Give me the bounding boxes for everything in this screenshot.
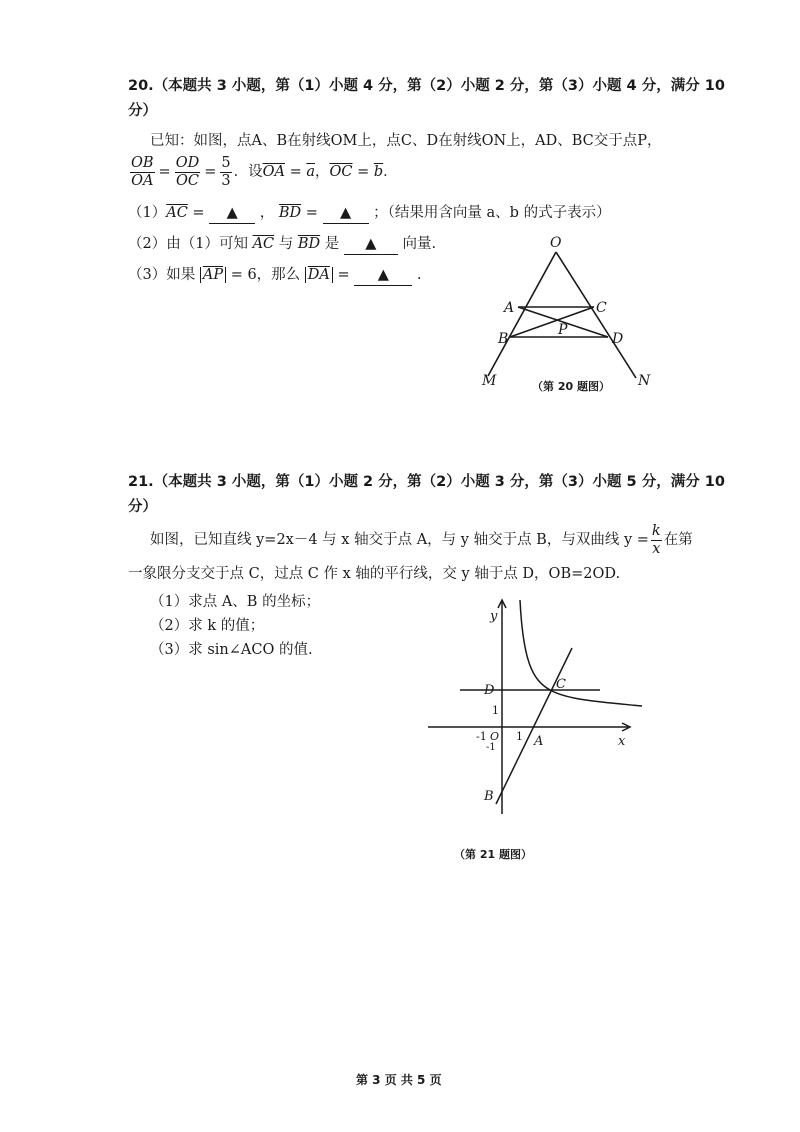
label-minus-one-x: -1 (476, 730, 487, 743)
label-c: C (596, 300, 607, 316)
label-one-x: 1 (516, 730, 523, 743)
vector-oc: $\overline{OC}$ (329, 164, 353, 180)
q21-part2: （2）求 k 的值； (150, 618, 265, 634)
ray-om (488, 252, 556, 376)
q20-part2: （2）由（1）可知 $\overline{AC}$ 与 $\overline{BD}$ 是 ▲ 向量. (128, 234, 436, 255)
label-m: M (482, 373, 497, 389)
q20-header-line2: 分） (128, 103, 157, 119)
label-n: N (638, 373, 651, 389)
q21-intro-line2: 一象限分支交于点 C，过点 C 作 x 轴的平行线，交 y 轴于点 D，OB=2OD. (128, 566, 621, 582)
vector-b: $\overline{b}$ (373, 164, 384, 180)
label-b: B (484, 789, 494, 804)
vector-ap: $\overline{AP}$ (202, 267, 224, 283)
q20-header-line1: 20.（本题共 3 小题，第（1）小题 4 分，第（2）小题 2 分，第（3）小题 4 分，满分 10 (128, 78, 725, 94)
q21-fraction-k-x: $\frac{k}{x}$ (651, 522, 661, 557)
vector-a: $\overline{a}$ (306, 164, 315, 180)
line-y-2x-4 (496, 648, 572, 804)
q20-fraction-five-thirds: $\frac{5}{3}$ (221, 154, 231, 189)
label-a: A (534, 734, 544, 749)
q20-fraction-ob-oa: $\frac{OB}{OA}$ (131, 154, 154, 189)
answer-blank-da: ▲ (354, 265, 412, 286)
q20-intro: 已知：如图，点A、B在射线OM上，点C、D在射线ON上，AD、BC交于点P， (150, 133, 662, 149)
q20-part1: $(1)\overline{AC}$ = ▲ ， $\overline{BD}$ = ▲ ；（结果用含向量 a、b 的式子表示） (128, 203, 611, 224)
answer-blank-relation: ▲ (344, 234, 398, 255)
label-minus-one-y: -1 (486, 742, 496, 753)
label-b: B (498, 331, 509, 347)
vector-bd: $\overline{BD}$ (278, 205, 302, 221)
label-a: A (504, 300, 515, 316)
label-origin: O (490, 730, 500, 743)
q20-ratio-line: $\frac{OB}{OA}$ = $\frac{OD}{OC}$ = $\frac{5}{3}$ ．设 $\overline{OA}$ = $\overline{a}$ ， $\overline{OC}$ = $\overline{b}$ ． (131, 154, 398, 189)
label-o: O (550, 235, 562, 251)
q20-caption: （第 20 题图） (532, 380, 610, 393)
label-y: y (490, 609, 498, 624)
q20-fraction-od-oc: $\frac{OD}{OC}$ (175, 154, 200, 189)
vector-ac: $\overline{AC}$ (166, 205, 188, 221)
answer-blank-bd: ▲ (323, 203, 369, 224)
q21-part3: （3）求 sin∠ACO 的值. (150, 642, 313, 658)
label-p: P (558, 322, 568, 338)
label-d: D (612, 331, 624, 347)
answer-blank-ac: ▲ (209, 203, 255, 224)
q20-part3: （3）如果 $\overline{AP} = 6$，那么 $\overline{DA}$ = ▲ . (128, 265, 421, 286)
page-footer: 第 3 页 共 5 页 (356, 1073, 442, 1087)
vector-da: $\overline{DA}$ (307, 267, 330, 283)
label-c: C (556, 677, 566, 692)
label-one-y: 1 (492, 704, 499, 717)
q21-figure (420, 590, 660, 870)
q21-caption: （第 21 题图） (454, 848, 532, 861)
q21-intro-line1: 如图，已知直线 y=2x－4 与 x 轴交于点 A，与 y 轴交于点 B，与双曲线 y = $\frac{k}{x}$ 在第 (150, 522, 693, 557)
label-d: D (484, 683, 495, 698)
q21-header-line1: 21.（本题共 3 小题，第（1）小题 2 分，第（2）小题 3 分，第（3）小题 5 分，满分 10 (128, 474, 725, 490)
label-x: x (618, 734, 626, 749)
q20-figure (470, 230, 670, 405)
q21-part1: （1）求点 A、B 的坐标； (150, 594, 321, 610)
q21-header-line2: 分） (128, 499, 157, 515)
vector-oa: $\overline{OA}$ (262, 164, 285, 180)
